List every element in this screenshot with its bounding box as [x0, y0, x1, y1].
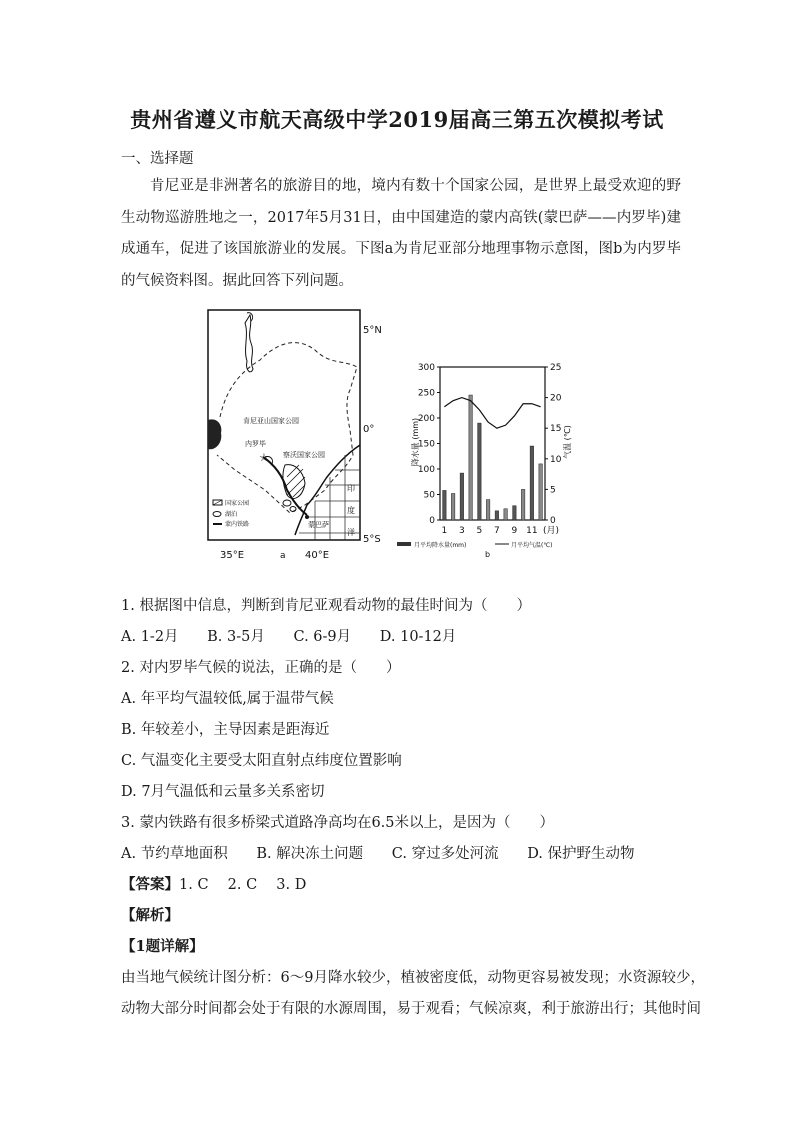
y-right-axis-title: 气温 (℃): [563, 425, 572, 459]
question-1-options: [121, 625, 480, 646]
page-title: 贵州省遵义市航天高级中学2019届高三第五次模拟考试: [130, 107, 664, 132]
question-2-stem: 2. 对内罗毕气候的说法，正确的是（ ）: [121, 660, 401, 676]
precip-bar: [443, 490, 447, 520]
q2-option-a[interactable]: A. 年平均气温较低,属于温带气候: [121, 691, 334, 707]
chart-caption: b: [485, 550, 491, 559]
figure-b-climate-chart: [395, 355, 595, 570]
q1-option-d[interactable]: D. 10-12月: [379, 629, 457, 645]
precip-bar: [460, 473, 464, 520]
q2-option-b[interactable]: B. 年较差小，主导因素是距海近: [121, 722, 330, 738]
legend-precip-label: 月平均降水量(mm): [414, 542, 467, 549]
map-legend: [213, 499, 249, 528]
answer-line: [121, 873, 306, 894]
y-left-tick-label: 250: [417, 388, 435, 399]
lat-5s-label: 5°S: [363, 534, 381, 545]
precip-bar: [469, 395, 473, 520]
y-right-tick-label: 10: [550, 454, 562, 465]
question-1-stem: 1. 根据图中信息，判断到肯尼亚观看动物的最佳时间为（ ）: [121, 598, 531, 614]
x-tick-label: (月): [543, 526, 560, 536]
q2-option-d[interactable]: D. 7月气温低和云量多关系密切: [121, 784, 325, 800]
q1-option-c[interactable]: C. 6-9月: [293, 629, 352, 645]
lat-0-label: 0°: [363, 424, 375, 435]
y-left-tick-label: 50: [423, 490, 435, 501]
y-left-tick-label: 200: [417, 414, 435, 424]
legend-railway: 蒙内铁路: [225, 521, 250, 528]
y-left-tick-label: 100: [417, 465, 435, 475]
plot-frame: [440, 367, 545, 520]
lon-35-label: 35°E: [220, 550, 245, 561]
ocean-char-2: 度: [347, 506, 355, 515]
detail-line-1: 由当地气候统计图分析：6～9月降水较少，植被密度低，动物更容易被发现；水资源较少，: [121, 970, 705, 986]
precip-bar: [513, 506, 517, 520]
nairobi-label: 内罗毕: [245, 440, 266, 448]
y-left-tick-label: 0: [429, 516, 435, 526]
detail-line-2: 动物大部分时间都会处于有限的水源周围，易于观看；气候凉爽，利于旅游出行；其他时间: [121, 1001, 701, 1017]
q3-option-b[interactable]: B. 解决冻土问题: [256, 846, 364, 862]
y-right-tick-label: 20: [550, 393, 562, 404]
lon-40-label: 40°E: [305, 550, 330, 561]
y-left-axis-title: 降水量 (mm): [411, 417, 420, 467]
precip-bar: [478, 423, 482, 520]
question-3-options: [121, 842, 659, 863]
x-tick-label: 9: [511, 526, 518, 536]
x-tick-label: 5: [476, 526, 483, 536]
x-tick-label: 7: [494, 526, 500, 536]
y-right-tick-label: 0: [550, 516, 556, 526]
answer-label: 【答案】: [121, 876, 179, 893]
y-right-tick-label: 25: [550, 363, 562, 373]
detail-label: 【1题详解】: [121, 938, 204, 955]
precip-bar: [495, 511, 499, 520]
x-tick-label: 3: [459, 526, 465, 536]
legend-park: 国家公园: [225, 500, 250, 507]
figure-a-map: [195, 305, 405, 565]
y-right-tick-label: 5: [550, 485, 556, 496]
q2-option-c[interactable]: C. 气温变化主要受太阳直射点纬度位置影响: [121, 753, 402, 769]
precip-bar: [530, 446, 534, 520]
y-right-tick-label: 15: [550, 424, 562, 435]
mombasa-label: 蒙巴萨: [308, 521, 329, 529]
ocean-char-1: 印: [347, 484, 355, 493]
precip-bar: [539, 464, 543, 520]
answer-text: 1. C 2. C 3. D: [179, 877, 307, 893]
y-left-tick-label: 150: [417, 439, 435, 450]
question-3-stem: 3. 蒙内铁路有很多桥梁式道路净高均在6.5米以上，是因为（ ）: [121, 815, 555, 831]
lat-5n-label: 5°N: [363, 325, 382, 336]
x-tick-label: 11: [526, 526, 538, 536]
legend-precip-swatch: [397, 542, 411, 546]
nairobi-marker: ☆: [259, 451, 269, 464]
q1-option-a[interactable]: A. 1-2月: [121, 629, 179, 645]
precip-bar: [504, 509, 508, 520]
y-left-tick-label: 300: [417, 363, 435, 373]
precip-bar: [521, 489, 525, 520]
q3-option-a[interactable]: A. 节约草地面积: [121, 846, 228, 862]
legend-lake: 湖泊: [225, 511, 238, 518]
q3-option-d[interactable]: D. 保护野生动物: [527, 846, 635, 862]
lake-turkana: [245, 315, 253, 372]
analysis-label: 【解析】: [121, 907, 179, 924]
precip-bar: [486, 500, 490, 520]
precip-bar: [451, 493, 455, 520]
ocean-char-3: 洋: [347, 528, 355, 537]
legend-temp-label: 月平均气温(℃): [511, 542, 553, 549]
x-tick-label: 1: [441, 526, 448, 536]
q1-option-b[interactable]: B. 3-5月: [207, 629, 265, 645]
section-heading: 一、选择题: [121, 151, 194, 167]
intro-paragraph: 肯尼亚是非洲著名的旅游目的地，境内有数十个国家公园，是世界上最受欢迎的野生动物巡游胜地之一，2017年5月31日，由中国建造的蒙内高铁(蒙巴萨——内罗毕)建成通车，促进了该国旅游业的发展。下图a为肯尼亚部分地理事物示意图，图b为内罗毕的气候资料图。据此回答下列问题。: [121, 178, 681, 289]
lake-victoria: [208, 419, 221, 449]
mt-kenya-label: 肯尼亚山国家公园: [243, 417, 299, 425]
temperature-line: [444, 398, 540, 429]
map-caption: a: [280, 551, 286, 561]
q3-option-c[interactable]: C. 穿过多处河流: [391, 846, 499, 862]
tsavo-label: 察沃国家公园: [283, 451, 325, 459]
